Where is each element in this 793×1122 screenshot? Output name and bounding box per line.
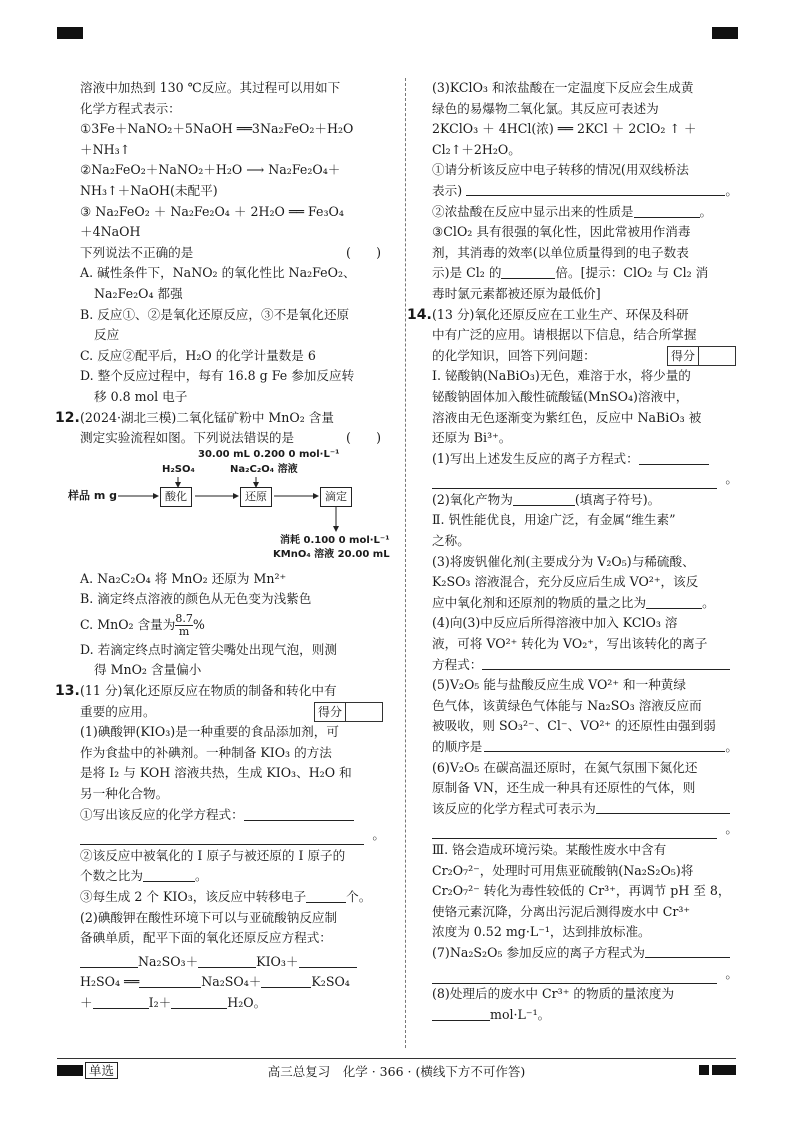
corner-mark-top-right [712,27,738,39]
period: 。 [725,821,738,837]
flow-box-reduce: 还原 [240,487,272,507]
q11-option-c: C. 反应②配平后，H₂O 的化学计量数是 6 [80,347,316,363]
question-number: 14. [407,306,432,323]
q11-text-line: 溶液中加热到 130 ℃反应。其过程可以用如下 [80,80,341,95]
q13-part3-sub2 [432,202,738,223]
q14-section3-cont: Cr₂O₇²⁻，处理时可用焦亚硫酸钠(Na₂S₂O₅)将 [432,862,694,878]
q11-option-b: B. 反应①、②是氧化还原反应，③不是氧化还原 [80,306,350,322]
q13-part3-cont: 绿色的易爆物二氧化氯。其反应可表述为 [432,100,659,116]
q14-section3: Ⅲ. 铬会造成环境污染。某酸性废水中含有 [432,841,667,857]
answer-blank[interactable] [645,943,730,958]
fraction-denominator: m [178,624,190,638]
single-choice-tag: 单选 [85,1062,118,1079]
q14-part4: (4)向(3)中反应后所得溶液中加入 KClO₃ 溶 [432,615,678,631]
q13-part3-sub2-text: ②浓盐酸在反应中显示出来的性质是 [432,203,634,219]
flow-box-acidify: 酸化 [160,487,192,507]
score-box[interactable] [314,702,383,722]
answer-blank[interactable] [501,264,555,279]
flow-label-kmno4: KMnO₄ 溶液 20.00 mL [273,548,390,560]
question-12 [55,408,385,449]
question-13 [55,681,385,722]
q14-stem-cont: 中有广泛的应用。请根据以下信息，结合所掌握 [432,327,697,343]
q14-part1-line [432,469,738,490]
q14-section2-cont: 之称。 [432,533,470,549]
balance-term: K₂SO₄ [311,974,350,990]
q14-part5-cont: 色气体，该黄绿色气体能与 Na₂SO₃ 溶液反应而 [432,697,702,713]
q11-option-a-cont: Na₂Fe₂O₄ 都强 [94,285,183,301]
q14-section2: Ⅱ. 钒性能优良，用途广泛，有金属“维生素” [432,512,676,528]
balance-equation-line2 [80,972,385,993]
period: 。 [194,868,208,884]
q13-part3-sub1-line [432,181,738,202]
balance-equation-line3 [80,993,385,1014]
q13-stem: (11 分)氧化还原反应在物质的制备和转化中有 [80,683,337,699]
question-14 [407,305,738,367]
column-divider [405,78,406,1048]
q13-part3-equation-cont: Cl₂↑＋2H₂O。 [432,141,521,157]
coefficient-blank[interactable] [299,953,357,968]
q13-sub1 [80,805,385,826]
equation-1: ①3Fe＋NaNO₂＋5NaOH ══3Na₂FeO₂＋H₂O [80,121,354,137]
q14-part3: (3)将废钒催化剂(主要成分为 V₂O₅)与稀硫酸、 [432,553,695,569]
q13-part1: (1)碘酸钾(KIO₃)是一种重要的食品添加剂，可 [80,724,339,740]
q12-option-a: A. Na₂C₂O₄ 将 MnO₂ 还原为 Mn²⁺ [80,570,287,586]
q13-part3-equation: 2KClO₃ ＋ 4HCl(浓) ══ 2KCl ＋ 2ClO₂ ↑ ＋ [432,121,697,137]
score-label: 得分 [315,703,346,721]
q14-part2-text: (2)氧化产物为 [432,491,513,507]
equation-2: ②Na₂FeO₂＋NaNO₂＋H₂O ⟶ Na₂Fe₂O₄＋ [80,162,341,178]
q13-part1-cont: 另一种化合物。 [80,786,169,802]
q13-stem-2 [80,702,385,723]
q14-part5-text: 的顺序是 [432,739,483,754]
flow-label-na2c2o4: Na₂C₂O₄ 溶液 [230,463,298,475]
q14-part6-cont [432,799,738,820]
q14-part2 [432,490,738,511]
q13-part3: (3)KClO₃ 和浓盐酸在一定温度下反应会生成黄 [432,80,694,95]
q14-section1-cont: 溶液由无色逐渐变为紫红色，反应中 NaBiO₃ 被 [432,409,702,425]
q12-option-d-cont: 得 MnO₂ 含量偏小 [94,662,202,678]
q14-part7 [432,943,738,964]
q14-part4-text: 方程式： [432,656,483,672]
answer-blank[interactable] [482,655,730,670]
balance-term: I₂＋ [148,994,172,1010]
balance-term: ＋ [80,994,93,1010]
q14-section1-cont: 还原为 Bi³⁺。 [432,430,512,446]
q11-option-d: D. 整个反应过程中，每有 16.8 g Fe 参加反应转 [80,368,355,384]
q13-part3-sub3-cont: 剂，其消毒的效率(以单位质量得到的电子数表 [432,244,689,260]
q14-section1-cont: 铋酸钠固体加入酸性硫酸锰(MnSO₄)溶液中， [432,388,689,404]
q12-option-b: B. 滴定终点溶液的颜色从无色变为浅紫色 [80,591,312,607]
coefficient-blank[interactable] [80,953,138,968]
q13-sub3 [80,887,385,908]
left-column [55,78,390,1014]
q14-part6-cont: 原制备 VN，还生成一种具有还原性的气体，则 [432,780,696,796]
q13-part3-sub3-text: 倍。[提示：ClO₂ 与 Cl₂ 消 [555,265,709,281]
period: 。 [372,827,385,843]
q11-stem-text: 下列说法不正确的是 [80,244,194,260]
footer-mark [699,1065,709,1075]
q14-section3-cont: Cr₂O₇²⁻ 转化为毒性较低的 Cr³⁺，再调节 pH 至 8， [432,883,731,899]
flow-label-concentration: 30.00 mL 0.200 0 mol·L⁻¹ [198,448,340,460]
question-number: 13. [55,683,80,700]
q14-part6-text: 该反应的化学方程式可表示为 [432,800,596,816]
q13-sub1-line [80,825,385,846]
q14-part1-text: (1)写出上述发生反应的离子方程式： [432,450,639,466]
balance-term: KIO₃＋ [256,953,299,969]
balance-term: Na₂SO₄＋ [201,974,262,990]
q13-part2-cont: 备碘单质，配平下面的氧化还原反应方程式： [80,930,332,946]
q12-option-c-text: C. MnO₂ 含量为 [80,616,176,632]
q14-section3-cont: 浓度为 0.52 mg·L⁻¹，达到排放标准。 [432,924,651,940]
q14-part8: (8)处理后的废水中 Cr³⁺ 的物质的量浓度为 [432,986,675,1002]
q12-stem-2 [80,428,385,449]
coefficient-blank[interactable] [198,953,256,968]
equation-1-cont: ＋NH₃↑ [80,141,131,157]
q13-part1-cont: 作为食盐中的补碘剂。一种制备 KIO₃ 的方法 [80,744,332,760]
q14-part2-text: (填离子符号)。 [574,491,661,507]
period: 。 [699,203,713,219]
balance-term: H₂O。 [227,994,267,1010]
balance-equation-line1 [80,952,385,973]
q14-stem-text: 的化学知识，回答下列问题： [432,347,596,363]
q13-part3-sub3-cont: 毒时氯元素都被还原为最低价] [432,285,601,301]
equation-3-cont: ＋4NaOH [80,224,141,240]
q13-stem-text: 重要的应用。 [80,703,156,719]
answer-blank[interactable] [306,888,346,903]
q14-part8-unit: mol·L⁻¹。 [490,1006,551,1022]
answer-area [462,181,738,202]
q12-option-c [80,610,385,640]
period: 。 [725,182,738,198]
answer-line[interactable] [80,825,364,845]
corner-mark-top-left [57,27,83,39]
q13-part1-cont: 是将 I₂ 与 KOH 溶液共热，生成 KIO₃、H₂O 和 [80,765,352,781]
coefficient-blank[interactable] [139,973,201,988]
fraction-numerator: 8.7 [175,611,193,625]
answer-paren[interactable]: ( ) [345,430,381,446]
q14-part4-cont [432,655,738,676]
answer-blank[interactable] [466,181,725,196]
question-number: 12. [55,409,80,426]
period: 。 [725,965,738,981]
q13-sub3-unit: 个。 [346,889,372,904]
q11-option-b-cont: 反应 [94,327,120,343]
answer-line[interactable] [432,819,717,839]
score-label: 得分 [668,347,699,365]
coefficient-blank[interactable] [171,994,227,1009]
q14-stem-cont [432,346,738,367]
score-box[interactable] [667,346,736,366]
answer-blank[interactable] [646,594,702,609]
answer-blank[interactable] [639,450,709,465]
answer-blank[interactable] [432,1006,490,1021]
q14-part5: (5)V₂O₅ 能与盐酸反应生成 VO²⁺ 和一种黄绿 [432,677,686,693]
q14-part4-cont: 液，可将 VO²⁺ 转化为 VO₂⁺，写出该转化的离子 [432,636,708,652]
q14-part5-cont [432,737,738,758]
q13-part3-sub3: ③ClO₂ 具有很强的氧化性，因此常被用作消毒 [432,224,691,240]
q14-part3-cont: K₂SO₃ 溶液混合，充分反应后生成 VO²⁺，该反 [432,574,699,590]
q13-part3-sub3-cont [432,263,738,284]
fraction [175,613,193,638]
answer-blank[interactable] [143,867,195,882]
q14-part7-line [432,964,738,985]
balance-term: H₂SO₄ ══ [80,974,140,990]
period: 。 [725,739,738,754]
footer-mark [712,1065,736,1075]
q12-option-d: D. 若滴定终点时滴定管尖嘴处出现气泡，则测 [80,641,337,657]
answer-paren[interactable]: ( ) [345,244,381,260]
answer-blank[interactable] [513,491,575,506]
answer-blank[interactable] [634,203,700,218]
answer-line[interactable] [432,469,717,489]
q14-part8-cont [432,1005,738,1026]
q13-sub2-cont [80,866,385,887]
answer-blank[interactable] [596,799,730,814]
period: 。 [725,471,738,487]
q13-sub1-text: ①写出该反应的化学方程式： [80,806,244,822]
q13-sub2-text: 个数之比为 [80,868,143,884]
q14-part6: (6)V₂O₅ 在碳高温还原时，在氮气氛围下氮化还 [432,759,698,775]
coefficient-blank[interactable] [93,994,149,1009]
q14-part3-cont [432,593,738,614]
q14-section1: Ⅰ. 铋酸钠(NaBiO₃)无色，难溶于水，将少量的 [432,368,691,384]
q13-sub2: ②该反应中被氧化的 I 原子与被还原的 I 原子的 [80,847,346,863]
q11-option-a: A. 碱性条件下，NaNO₂ 的氧化性比 Na₂FeO₂、 [80,265,356,281]
q14-stem: (13 分)氧化还原反应在工业生产、环保及科研 [432,306,689,322]
flow-label-sample: 样品 m g [68,488,117,502]
right-column [407,78,738,1025]
footer-right-marks [696,1065,736,1075]
q13-part3-sub1: ①请分析该反应中电子转移的情况(用双线桥法 [432,162,689,178]
q13-part3-sub1-text: 表示) [432,182,463,198]
q11-option-d-cont: 移 0.8 mol 电子 [94,388,188,404]
percent-sign: % [192,616,205,632]
equation-3: ③ Na₂FeO₂ ＋ Na₂Fe₂O₄ ＋ 2H₂O ══ Fe₃O₄ [80,203,344,219]
balance-term: Na₂SO₃＋ [138,953,199,969]
flow-chart [68,448,390,569]
q14-part6-line [432,819,738,840]
q12-stem-text: 测定实验流程如图。下列说法错误的是 [80,430,295,446]
period: 。 [702,594,715,610]
q11-text-line: 化学方程式表示： [80,100,181,116]
answer-blank[interactable] [484,737,725,752]
footer-page-info: 高三总复习 化学 · 366 · (横线下方不可作答) [267,1064,526,1079]
q13-part2: (2)碘酸钾在酸性环境下可以与亚硫酸钠反应制 [80,909,338,925]
equation-2-cont: NH₃↑＋NaOH(未配平) [80,182,218,198]
q13-sub3-text: ③每生成 2 个 KIO₃，该反应中转移电子 [80,889,307,904]
flow-label-h2so4: H₂SO₄ [162,463,195,475]
q12-stem: (2024·湖北三模)二氧化锰矿粉中 MnO₂ 含量 [80,409,334,425]
q14-part1 [432,449,738,470]
answer-blank[interactable] [244,806,354,821]
q14-part5-cont: 被吸收，则 SO₃²⁻、Cl⁻、VO²⁺ 的还原性由强到弱 [432,718,716,734]
flow-label-consumed: 消耗 0.100 0 mol·L⁻¹ [280,534,390,546]
q14-part3-text: 应中氧化剂和还原剂的物质的量之比为 [432,594,647,610]
coefficient-blank[interactable] [261,973,311,988]
answer-line[interactable] [432,964,717,984]
q14-part7-text: (7)Na₂S₂O₅ 参加反应的离子方程式为 [432,944,645,960]
q11-stem [80,243,385,264]
footer-rule [57,1058,736,1059]
q14-section3-cont: 使铬元素沉降，分离出污泥后测得废水中 Cr³⁺ [432,903,691,919]
flow-box-titrate: 滴定 [320,487,352,507]
q13-part3-sub3-text: 示)是 Cl₂ 的 [432,265,502,281]
